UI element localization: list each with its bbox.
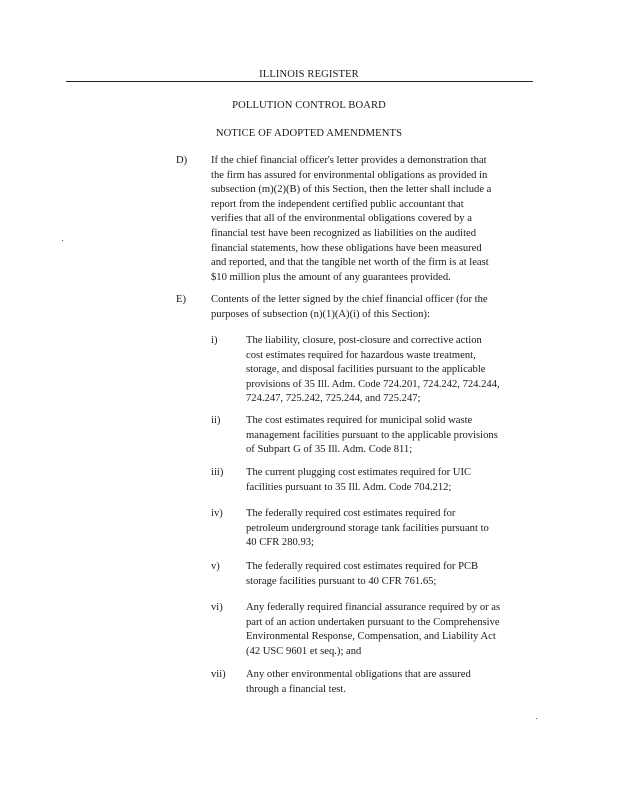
- text-line: through a financial test.: [246, 683, 347, 695]
- text-line: provisions of 35 Ill. Adm. Code 724.201, 724.242, 724.244,: [246, 378, 500, 390]
- notice-title: NOTICE OF ADOPTED AMENDMENTS: [215, 128, 403, 139]
- text-line: storage facilities pursuant to 40 CFR 761.65;: [246, 575, 437, 587]
- text-line: The federally required cost estimates required for: [246, 508, 456, 519]
- text-line: The current plugging cost estimates required for UIC: [246, 467, 472, 478]
- text-line: subsection (m)(2)(B) of this Section, then the letter shall include a: [211, 184, 492, 196]
- text-line: $10 million plus the amount of any guarantees provided.: [211, 271, 451, 283]
- text-line: If the chief financial officer's letter provides a demonstration that: [211, 155, 487, 166]
- text-line: facilities pursuant to 35 Ill. Adm. Code 704.212;: [246, 481, 452, 493]
- text-line: 40 CFR 280.93;: [246, 537, 314, 549]
- text-line: storage, and disposal facilities pursuant to the applicable: [246, 364, 486, 376]
- register-title: ILLINOIS REGISTER: [259, 69, 359, 80]
- item-vii-text: [246, 668, 546, 697]
- text-line: The cost estimates required for municipal solid waste: [246, 415, 473, 426]
- item-iii-marker: iii): [211, 467, 224, 478]
- agency-title: POLLUTION CONTROL BOARD: [232, 100, 386, 111]
- scan-speck: [536, 718, 537, 719]
- text-line: financial statements, how these obligations have been measured: [211, 242, 482, 254]
- section-e-paragraph: [211, 293, 541, 322]
- item-iv-marker: iv): [211, 508, 223, 519]
- text-line: purposes of subsection (n)(1)(A)(i) of this Section):: [211, 308, 430, 320]
- text-line: Any other environmental obligations that are assured: [246, 669, 471, 680]
- text-line: 724.247, 725.242, 725.244, and 725.247;: [246, 393, 421, 405]
- text-line: Environmental Response, Compensation, and Liability Act: [246, 631, 496, 643]
- text-line: The liability, closure, post-closure and corrective action: [246, 335, 482, 346]
- item-v-marker: v): [211, 561, 220, 572]
- item-i-text: [246, 334, 546, 407]
- text-line: report from the independent certified public accountant that: [211, 198, 464, 210]
- text-line: part of an action undertaken pursuant to the Comprehensive: [246, 616, 500, 628]
- text-line: petroleum underground storage tank facilities pursuant to: [246, 522, 489, 534]
- text-line: cost estimates required for hazardous waste treatment,: [246, 349, 476, 361]
- item-vii-marker: vii): [211, 669, 226, 680]
- text-line: of Subpart G of 35 Ill. Adm. Code 811;: [246, 444, 413, 456]
- text-line: and reported, and that the tangible net worth of the firm is at least: [211, 257, 489, 269]
- text-line: Any federally required financial assurance required by or as: [246, 602, 501, 613]
- scan-speck: [62, 240, 63, 241]
- section-d-marker: D): [176, 155, 188, 166]
- item-ii-marker: ii): [211, 415, 221, 426]
- text-line: financial test have been recognized as liabilities on the audited: [211, 227, 477, 239]
- section-d-paragraph: [211, 154, 541, 285]
- text-line: verifies that all of the environmental obligations covered by a: [211, 213, 472, 225]
- item-iii-text: [246, 466, 546, 495]
- text-line: The federally required cost estimates required for PCB: [246, 561, 479, 572]
- header-rule: [66, 81, 533, 82]
- text-line: the firm has assured for environmental obligations as provided in: [211, 169, 488, 181]
- text-line: (42 USC 9601 et seq.); and: [246, 645, 362, 657]
- text-line: management facilities pursuant to the applicable provisions: [246, 429, 498, 441]
- item-v-text: [246, 560, 546, 589]
- item-i-marker: i): [211, 335, 218, 346]
- item-vi-text: [246, 601, 546, 659]
- section-e-marker: E): [176, 294, 186, 305]
- item-vi-marker: vi): [211, 602, 223, 613]
- text-line: Contents of the letter signed by the chief financial officer (for the: [211, 294, 488, 305]
- item-iv-text: [246, 507, 546, 551]
- item-ii-text: [246, 414, 546, 458]
